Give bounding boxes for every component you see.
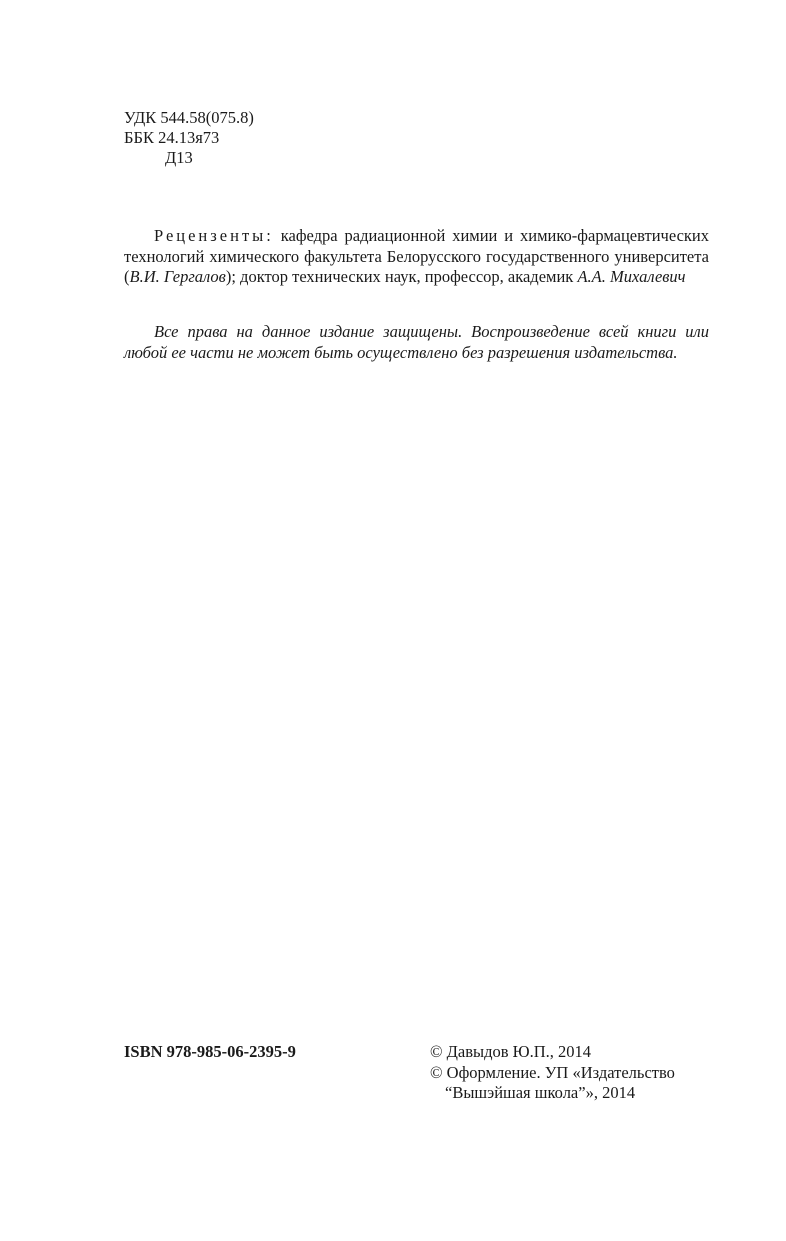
copyright-author: © Давыдов Ю.П., 2014 <box>430 1042 592 1061</box>
udk-code: УДК 544.58(075.8) <box>124 108 254 127</box>
classification-block <box>124 108 254 168</box>
isbn: ISBN 978-985-06-2395-9 <box>124 1042 296 1061</box>
reviewers-paragraph <box>124 226 709 288</box>
author-sign: Д13 <box>165 148 193 167</box>
bbk-code: ББК 24.13я73 <box>124 128 220 147</box>
rights-notice: Все права на данное издание защищены. Воспроизведение всей книги или любой ее части не может быть осуществлено без разрешения издательства. <box>124 322 709 362</box>
reviewer-name-1: В.И. Гергалов <box>129 267 226 286</box>
reviewers-text-2: ); доктор технических наук, профессор, академик <box>225 267 578 286</box>
copyright-publisher: “Вышэйшая школа”», 2014 <box>445 1083 636 1102</box>
copyright-block <box>430 1042 675 1104</box>
reviewers-text-1: кафедра радиационной химии и химико-фармацевтических технологий химического факультета Белорусского государственного университета ( <box>124 226 709 286</box>
reviewer-name-2: А.А. Михалевич <box>577 267 686 286</box>
reviewers-label: Рецензенты: <box>154 226 274 245</box>
copyright-design: © Оформление. УП «Издательство <box>430 1062 675 1082</box>
